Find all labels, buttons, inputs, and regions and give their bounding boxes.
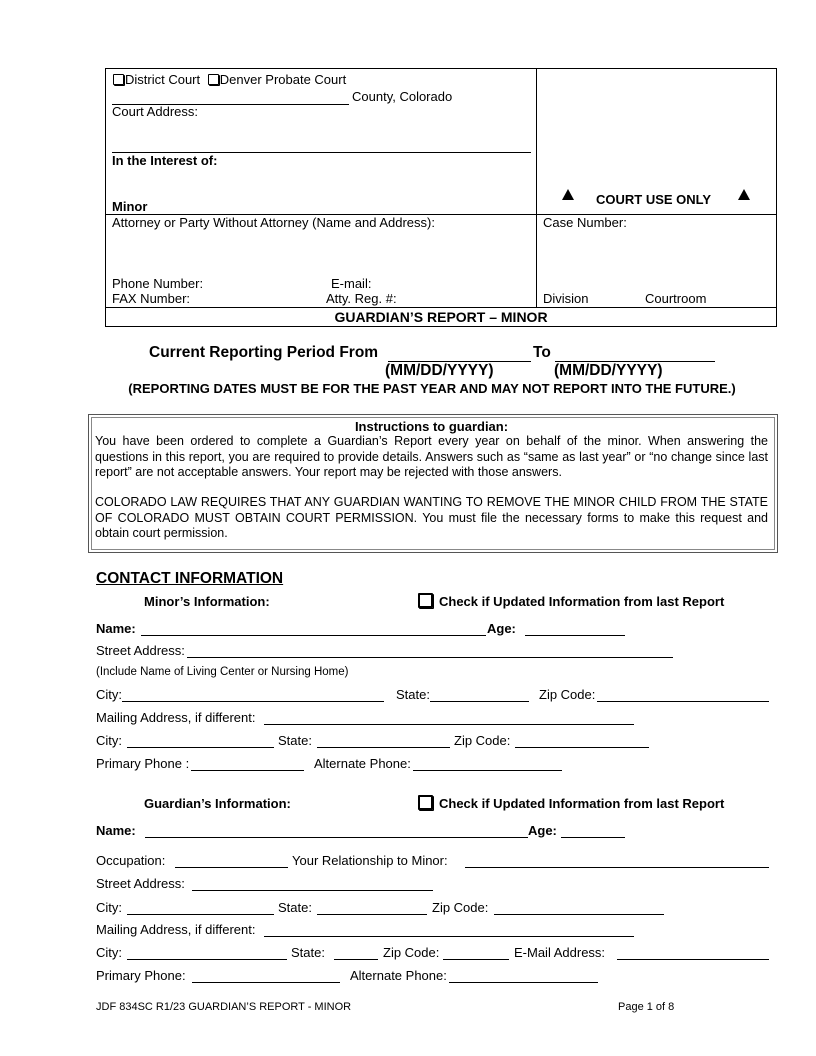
minor-street-line[interactable] — [187, 657, 673, 658]
minor-label: Minor — [112, 199, 148, 214]
guardian-relationship-line[interactable] — [465, 867, 769, 868]
guardian-zip2-line[interactable] — [443, 959, 509, 960]
guardian-zip2-label: Zip Code: — [383, 945, 440, 960]
guardian-state-label: State: — [278, 900, 312, 915]
guardian-state2-label: State: — [291, 945, 325, 960]
guardian-zip-line[interactable] — [494, 914, 664, 915]
minor-mailing-line[interactable] — [264, 724, 634, 725]
guardian-primary-phone-label: Primary Phone: — [96, 968, 186, 983]
minor-state2-label: State: — [278, 733, 312, 748]
guardian-name-label: Name: — [96, 823, 136, 838]
denver-probate-checkbox[interactable] — [208, 74, 219, 85]
minor-zip2-label: Zip Code: — [454, 733, 511, 748]
county-label: County, Colorado — [352, 89, 453, 104]
guardian-zip-label: Zip Code: — [432, 900, 489, 915]
courtroom-label: Courtroom — [645, 291, 707, 306]
minor-name-label: Name: — [96, 621, 136, 636]
guardian-alt-phone-label: Alternate Phone: — [350, 968, 447, 983]
guardian-info-title: Guardian’s Information: — [144, 796, 291, 811]
guardian-primary-phone-line[interactable] — [192, 982, 340, 983]
guardian-state-line[interactable] — [317, 914, 427, 915]
guardian-updated-check-row — [418, 795, 724, 811]
district-court-label: District Court — [125, 72, 201, 87]
guardian-city-label: City: — [96, 900, 122, 915]
minor-updated-checkbox[interactable] — [418, 593, 433, 608]
attorney-label: Attorney or Party Without Attorney (Name and Address): — [112, 215, 435, 230]
guardian-city-line[interactable] — [127, 914, 274, 915]
triangle-left-icon — [562, 189, 574, 200]
guardian-age-line[interactable] — [561, 837, 625, 838]
minor-mailing-label: Mailing Address, if different: — [96, 710, 256, 725]
phone-label: Phone Number: — [112, 276, 204, 291]
court-type-row — [113, 72, 346, 87]
minor-city2-label: City: — [96, 733, 122, 748]
email-label: E-mail: — [331, 276, 372, 291]
guardian-mailing-label: Mailing Address, if different: — [96, 922, 256, 937]
guardian-occupation-label: Occupation: — [96, 853, 166, 868]
minor-updated-check-row — [418, 593, 724, 609]
footer-page-number: Page 1 of 8 — [618, 1001, 675, 1013]
form-title: GUARDIAN’S REPORT – MINOR — [334, 309, 548, 325]
minor-alt-phone-line[interactable] — [413, 770, 562, 771]
court-address-label: Court Address: — [112, 104, 198, 119]
fax-label: FAX Number: — [112, 291, 191, 306]
guardian-email-label: E-Mail Address: — [514, 945, 606, 960]
minor-city-line[interactable] — [122, 701, 384, 702]
denver-probate-label: Denver Probate Court — [219, 72, 347, 87]
guardian-street-label: Street Address: — [96, 876, 185, 891]
minor-zip-label: Zip Code: — [539, 687, 596, 702]
guardian-state2-line[interactable] — [334, 959, 378, 960]
guardian-relationship-label: Your Relationship to Minor: — [292, 853, 448, 868]
contact-heading: CONTACT INFORMATION — [96, 570, 284, 587]
period-note: (REPORTING DATES MUST BE FOR THE PAST YEAR AND MAY NOT REPORT INTO THE FUTURE.) — [128, 381, 736, 396]
guardian-updated-checkbox[interactable] — [418, 795, 433, 810]
guardian-age-label: Age: — [528, 823, 557, 838]
guardian-email-line[interactable] — [617, 959, 769, 960]
instructions-para1: You have been ordered to complete a Guardian’s Report every year on behalf of the minor. When answering the questions in this report, you are required to provide details. Answers such as “same as last year” or “no change since last report” are not acceptable answers. Your report may be rejected with those answers. — [95, 434, 768, 479]
minor-name-line[interactable] — [141, 635, 486, 636]
period-format-from: (MM/DD/YYYY) — [385, 362, 494, 379]
triangle-right-icon — [738, 189, 750, 200]
period-to-label: To — [533, 344, 551, 361]
court-use-only-label: COURT USE ONLY — [596, 192, 712, 207]
minor-info-title: Minor’s Information: — [144, 594, 270, 609]
division-label: Division — [543, 291, 589, 306]
guardian-city2-line[interactable] — [127, 959, 287, 960]
period-format-to: (MM/DD/YYYY) — [554, 362, 663, 379]
minor-street-label: Street Address: — [96, 643, 185, 658]
guardian-street-line[interactable] — [192, 890, 433, 891]
guardian-name-line[interactable] — [145, 837, 528, 838]
minor-zip2-line[interactable] — [515, 747, 649, 748]
guardian-updated-check-label: Check if Updated Information from last Report — [439, 796, 725, 811]
minor-age-line[interactable] — [525, 635, 625, 636]
minor-state2-line[interactable] — [317, 747, 450, 748]
minor-age-label: Age: — [487, 621, 516, 636]
guardian-alt-phone-line[interactable] — [449, 982, 598, 983]
guardian-mailing-line[interactable] — [264, 936, 634, 937]
caption-divider-vertical — [536, 68, 537, 307]
guardian-occupation-line[interactable] — [175, 867, 288, 868]
minor-updated-check-label: Check if Updated Information from last Report — [439, 594, 725, 609]
district-court-checkbox[interactable] — [113, 74, 124, 85]
caption-divider-title — [105, 307, 777, 308]
instructions-title: Instructions to guardian: — [354, 419, 509, 434]
minor-include-note: (Include Name of Living Center or Nursing Home) — [96, 666, 349, 678]
minor-alt-phone-label: Alternate Phone: — [314, 756, 411, 771]
interest-of-label: In the Interest of: — [112, 153, 218, 168]
instructions-para2: COLORADO LAW REQUIRES THAT ANY GUARDIAN WANTING TO REMOVE THE MINOR CHILD FROM THE STATE OF COLORADO MUST OBTAIN COURT PERMISSION. You must file the necessary forms to make this request and obtain court permission. — [95, 495, 768, 540]
footer-form-id: JDF 834SC R1/23 GUARDIAN’S REPORT - MINOR — [96, 1001, 352, 1013]
minor-state-label: State: — [396, 687, 430, 702]
atty-reg-label: Atty. Reg. #: — [326, 291, 397, 306]
minor-city-label: City: — [96, 687, 122, 702]
minor-zip-line[interactable] — [597, 701, 769, 702]
minor-state-line[interactable] — [430, 701, 529, 702]
period-from-label: Current Reporting Period From — [149, 344, 379, 361]
minor-city2-line[interactable] — [127, 747, 274, 748]
minor-primary-phone-line[interactable] — [191, 770, 304, 771]
case-number-label: Case Number: — [543, 215, 627, 230]
minor-primary-phone-label: Primary Phone : — [96, 756, 190, 771]
guardian-city2-label: City: — [96, 945, 122, 960]
